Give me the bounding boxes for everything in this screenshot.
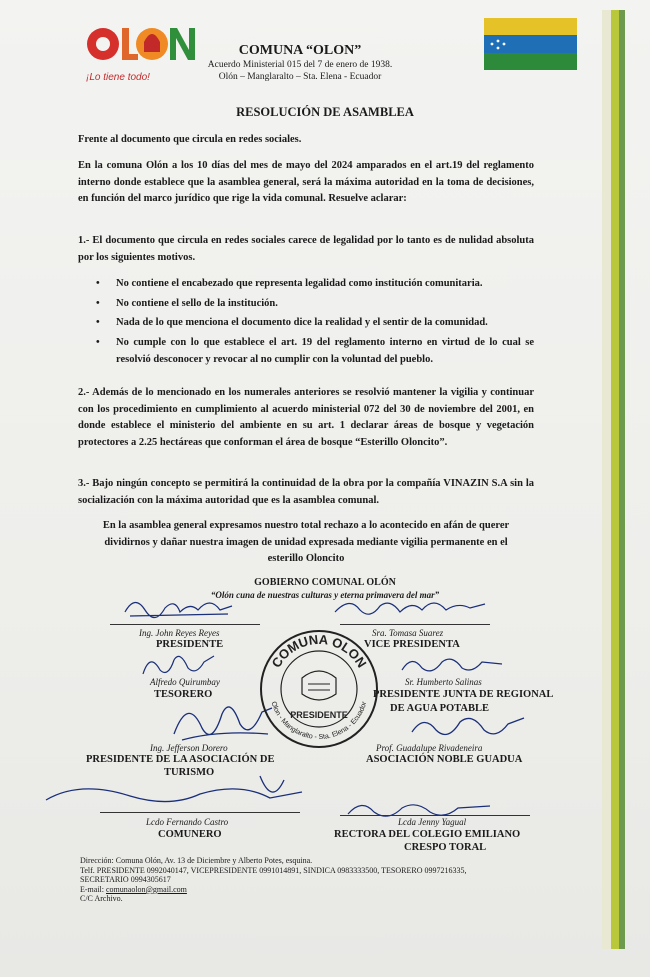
signer-role: PRESIDENTE <box>156 639 224 650</box>
paragraph-point-3: 3.- Bajo ningún concepto se permitirá la continuidad de la obra por la compañía VINAZIN S.A sin la socialización con la máxima autoridad que es la asamblea comunal. <box>78 478 534 506</box>
signer-name: Sr. Humberto Salinas <box>405 677 482 687</box>
signature-president-icon <box>120 592 240 624</box>
footer-phones: Telf. PRESIDENTE 0992040147, VICEPRESIDENTE 0991014891, SINDICA 0983333500, TESORERO 0997216335, <box>80 865 467 875</box>
footer-phones-secretary: SECRETARIO 0994305617 <box>80 875 171 885</box>
signer-name: Ing. Jefferson Dorero <box>150 743 228 753</box>
footer-address: Dirección: Comuna Olón, Av. 13 de Diciembre y Alberto Potes, esquina. <box>80 856 313 865</box>
signer-role: ASOCIACIÓN NOBLE GUADUA <box>366 754 523 765</box>
signature-line <box>340 624 490 625</box>
footer-cc: C/C Archivo. <box>80 894 123 904</box>
signature-line <box>110 624 260 625</box>
paragraph-point-1: 1.- El documento que circula en redes sociales carece de legalidad por lo tanto es de nulidad absoluta por los siguientes motivos. <box>78 235 534 263</box>
signature-line <box>340 815 530 816</box>
signature-water-board-icon <box>398 652 508 678</box>
border-stripe-green <box>619 10 625 949</box>
signer-role: VICE PRESIDENTA <box>364 639 460 650</box>
header-decree: Acuerdo Ministerial 015 del 7 de enero de 1938. <box>207 60 393 70</box>
signer-role: TURISMO <box>164 767 215 778</box>
signature-guadua-icon <box>408 708 528 748</box>
header-location: Olón – Manglaralto – Sta. Elena - Ecuador <box>218 72 382 82</box>
signer-name: Alfredo Quirumbay <box>150 677 220 687</box>
signature-line <box>100 812 300 813</box>
signer-role: RECTORA DEL COLEGIO EMILIANO <box>334 829 521 840</box>
signature-vicepresident-icon <box>330 594 490 624</box>
gov-title: GOBIERNO COMUNAL OLÓN <box>254 577 396 588</box>
list-item: • No contiene el sello de la institución. <box>96 296 534 313</box>
closing-paragraph: En la asamblea general expresamos nuestro total rechazo a lo acontecido en afán de querer dividirnos y dañar nuestra imagen de unidad expresada mediante vigilia permanente en el esterillo Oloncito <box>102 520 510 565</box>
footer-email-label: E-mail: <box>80 884 106 894</box>
paragraph-point-2: 2.- Además de lo mencionado en los numerales anteriores se resolvió mantener la vigilia y continuar con los procedimiento en cumplimiento al acuerdo ministerial 072 del 30 de noviembre del 2001, en donde establece el ministerio del ambiente en su art. 1 declarar áreas de bosque y vegetación protectores a 2.25 hectáreas que conforman el área de bosque “Esterillo Oloncito”. <box>78 387 534 449</box>
signer-role: PRESIDENTE DE LA ASOCIACIÓN DE <box>86 754 275 765</box>
paragraph-context: En la comuna Olón a los 10 días del mes de mayo del 2024 amparados en el art.19 del reglamento interno donde establece que la asamblea general, será la máxima autoridad en la toma de decisiones, en función del marco jurídico que rige la vida comunal. Resuelve aclarar: <box>78 160 534 205</box>
signer-role: TESORERO <box>154 689 213 700</box>
signer-role: CRESPO TORAL <box>404 842 487 853</box>
footer-contact <box>80 856 520 904</box>
intro-paragraph: Frente al documento que circula en redes sociales. <box>78 134 302 145</box>
signer-role: PRESIDENTE JUNTA DE REGIONAL <box>373 689 554 700</box>
list-item: • Nada de lo que menciona el documento dice la realidad y el sentir de la comunidad. <box>96 315 534 332</box>
signer-name: Ing. John Reyes Reyes <box>139 628 220 638</box>
signer-role: DE AGUA POTABLE <box>390 703 489 714</box>
seal-top-text: COMUNA OLON <box>268 631 370 671</box>
signer-name: Sra. Tomasa Suarez <box>372 628 444 638</box>
resolution-title: RESOLUCIÓN DE ASAMBLEA <box>236 105 414 119</box>
list-item: • No contiene el encabezado que representa legalidad como institución comunitaria. <box>96 276 534 293</box>
signer-name: Lcdo Fernando Castro <box>146 817 229 827</box>
list-item: • No cumple con lo que establece el art. 19 del reglamento interno en virtud de lo cual se resolvió desconocer y revocar al no cumplir con la voluntad del pueblo. <box>96 335 534 368</box>
footer-email-link[interactable]: comunaolon@gmail.com <box>106 884 187 894</box>
seal-center-text: PRESIDENTE <box>290 710 348 720</box>
signer-name: Prof. Guadalupe Rivadeneira <box>376 743 483 753</box>
border-stripe-yellow <box>611 10 619 949</box>
logo-tagline: ¡Lo tiene todo! <box>86 72 150 83</box>
official-seal-icon <box>258 628 380 750</box>
flag-icon <box>484 18 577 70</box>
footer-email-row <box>80 885 520 895</box>
signer-role: COMUNERO <box>158 829 222 840</box>
gov-motto: “Olón cuna de nuestras culturas y eterna primavera del mar” <box>210 590 440 600</box>
header-title: COMUNA “OLON” <box>238 43 362 58</box>
seal-bottom-text: Olon - Manglaralto - Sta. Elena - Ecuador <box>269 700 369 742</box>
signer-name: Lcda Jenny Yagual <box>398 817 467 827</box>
reasons-list <box>96 276 534 372</box>
